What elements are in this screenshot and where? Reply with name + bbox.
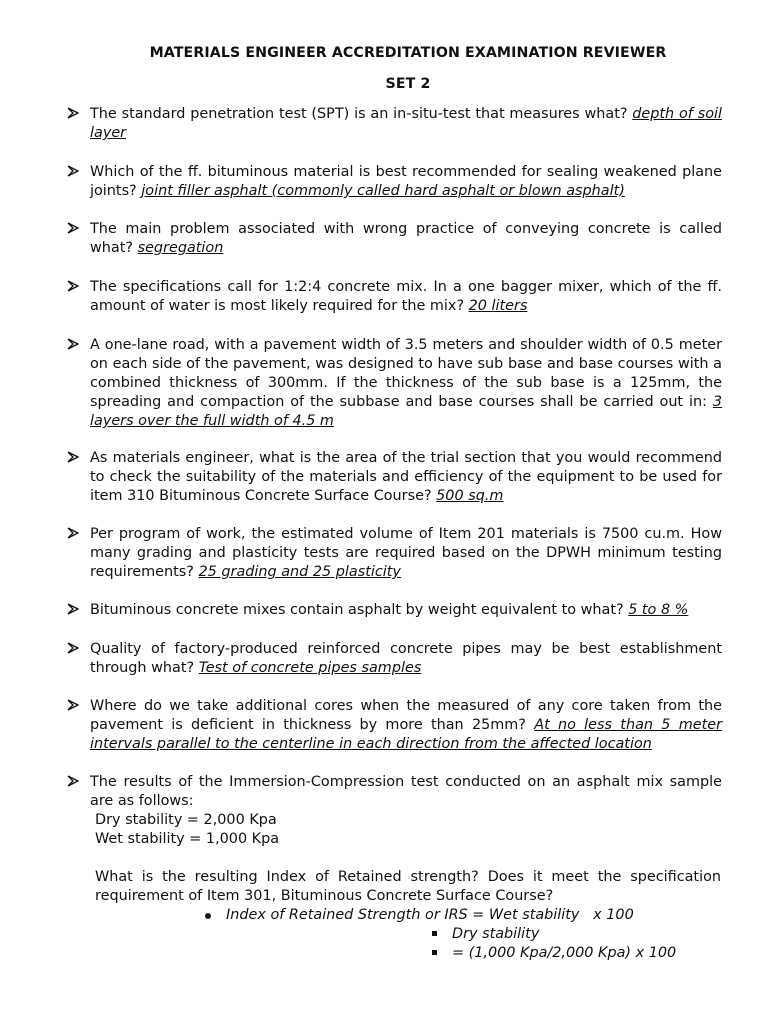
round-bullet-icon [205,913,211,919]
question-item [67,163,722,201]
answer-text: joint filler asphalt (commonly called hard asphalt or blown asphalt) [141,183,625,199]
answer-text: At no less than 5 meter intervals parallel to the centerline in each direction from the affected location [90,717,722,752]
question-text: The specifications call for 1:2:4 concrete mix. In a one bagger mixer, which of the ff. amount of water is most likely required for the mix? [90,279,722,314]
answer-text: 20 liters [468,298,528,314]
answer-text: segregation [137,240,224,256]
question-text: As materials engineer, what is the area of the trial section that you would recommend to check the suitability of the materials and efficiency of the equipment to be used for item 310 Bituminous Concrete Surface Course? [90,450,722,504]
question-text: Per program of work, the estimated volume of Item 201 materials is 7500 cu.m. How many grading and plasticity tests are required based on the DPWH minimum testing requirements? [90,526,722,580]
arrow-bullet-icon [67,220,81,236]
arrow-bullet-icon [67,278,81,294]
answer-text: 25 grading and 25 plasticity [198,564,401,580]
arrow-bullet-icon [67,773,81,789]
answer-text: 5 to 8 % [628,602,689,618]
answer-text: 3 layers over the full width of 4.5 m [90,394,722,429]
arrow-bullet-icon [67,105,81,121]
arrow-bullet-icon [67,336,81,352]
question-text: The main problem associated with wrong practice of conveying concrete is called what? [90,221,722,256]
arrow-bullet-icon [67,163,81,179]
square-bullet-icon [432,950,437,955]
question-item [67,525,722,582]
question-item [67,640,722,678]
question-item [67,278,722,316]
arrow-bullet-icon [67,697,81,713]
irs-question: What is the resulting Index of Retained strength? Does it meet the specification requirement of Item 301, Bituminous Concrete Surface Course? [95,869,721,904]
dry-stability: Dry stability = 2,000 Kpa [95,812,277,828]
question-text: Where do we take additional cores when the measured of any core taken from the pavement is deficient in thickness by more than 25mm? [90,698,722,733]
answer-text: Test of concrete pipes samples [198,660,422,676]
question-text: The standard penetration test (SPT) is an in-situ-test that measures what? [90,106,633,122]
question-item [67,105,722,143]
arrow-bullet-icon [67,601,81,617]
question-item [67,220,722,258]
answer-text: depth of soil layer [90,106,722,141]
question-text: Bituminous concrete mixes contain asphalt by weight equivalent to what? [90,602,629,618]
irs-calculation: = (1,000 Kpa/2,000 Kpa) x 100 [452,945,677,961]
question-text: Which of the ff. bituminous material is best recommended for sealing weakened plane joints? [90,164,722,199]
question-item [67,773,722,811]
question-text: A one-lane road, with a pavement width of 3.5 meters and shoulder width of 0.5 meter on each side of the pavement, was designed to have sub base and base courses with a combined thickness of 300mm. If the thickness of the sub base is a 125mm, the spreading and compaction of the subbase and base courses shall be carried out in: [90,337,722,410]
wet-stability: Wet stability = 1,000 Kpa [95,831,280,847]
question-item [67,449,722,506]
set-label: SET 2 [385,76,431,92]
arrow-bullet-icon [67,640,81,656]
answer-text: 500 sq.m [436,488,504,504]
question-item [67,601,722,620]
arrow-bullet-icon [67,525,81,541]
question-item [67,697,722,754]
question-text: Quality of factory-produced reinforced concrete pipes may be best establishment through what? [90,641,722,676]
irs-formula: Index of Retained Strength or IRS = Wet stability x 100 [226,907,634,923]
irs-denominator: Dry stability [452,926,540,942]
question-text: The results of the Immersion-Compression test conducted on an asphalt mix sample are as follows: [90,774,722,809]
arrow-bullet-icon [67,449,81,465]
square-bullet-icon [432,931,437,936]
document-title: MATERIALS ENGINEER ACCREDITATION EXAMINATION REVIEWER [149,45,667,61]
question-item [67,336,722,431]
